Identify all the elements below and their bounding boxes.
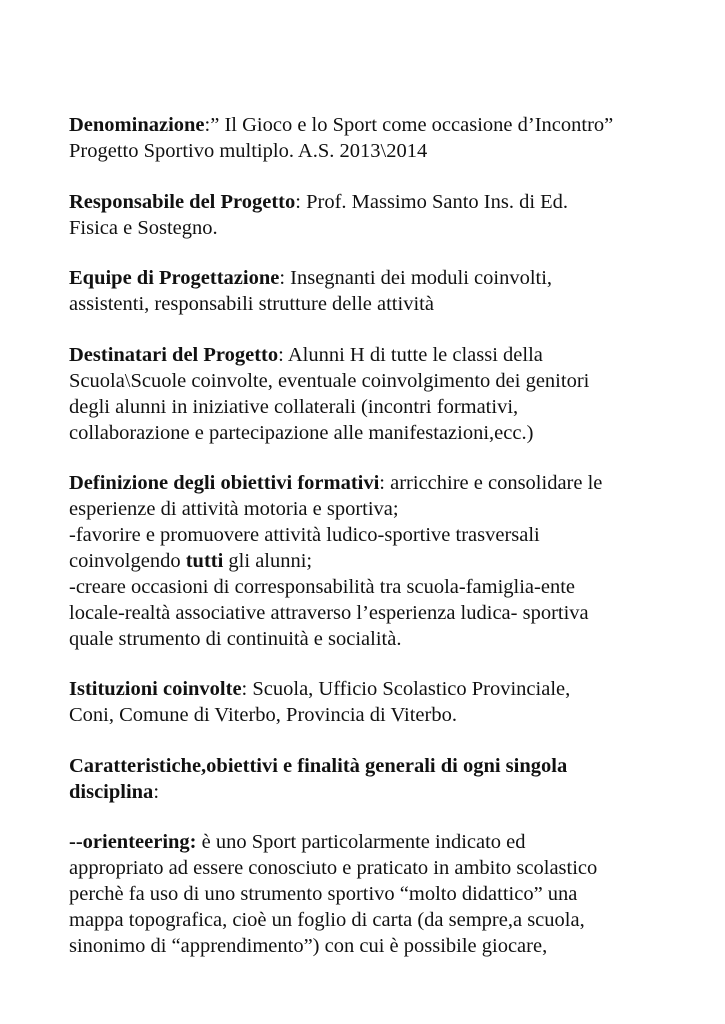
caratteristiche-heading-line-1: Caratteristiche,obiettivi e finalità generali di ogni singola	[69, 755, 568, 777]
denominazione-label: Denominazione	[69, 114, 205, 136]
equipe-label: Equipe di Progettazione	[69, 267, 280, 289]
responsabile-line-2: Fisica e Sostegno.	[69, 217, 218, 239]
equipe-line-2: assistenti, responsabili strutture delle attività	[69, 293, 434, 315]
orienteering-line-4: mappa topografica, cioè un foglio di carta (da sempre,a scuola,	[69, 909, 585, 931]
caratteristiche-heading-line-2	[69, 779, 159, 805]
obiettivi-line-7: quale strumento di continuità e socialità.	[69, 628, 402, 650]
obiettivi-line-5: -creare occasioni di corresponsabilità tra scuola-famiglia-ente	[69, 576, 575, 598]
obiettivi-emphasis: tutti	[185, 550, 224, 572]
destinatari-line-4: collaborazione e partecipazione alle manifestazioni,ecc.)	[69, 422, 534, 444]
orienteering-line-5: sinonimo di “apprendimento”) con cui è possibile giocare,	[69, 935, 548, 957]
equipe-text: : Insegnanti dei moduli coinvolti,	[279, 267, 553, 289]
orienteering-line-3: perchè fa uso di uno strumento sportivo “molto didattico” una	[69, 883, 578, 905]
istituzioni-label: Istituzioni coinvolte	[69, 678, 242, 700]
denominazione-line-2: Progetto Sportivo multiplo. A.S. 2013\2014	[69, 140, 428, 162]
istituzioni-line-1	[69, 676, 570, 702]
obiettivi-line-1	[69, 470, 602, 496]
destinatari-line-3: degli alunni in iniziative collaterali (incontri formativi,	[69, 396, 519, 418]
responsabile-line-1	[69, 189, 568, 215]
orienteering-label: --orienteering:	[69, 831, 197, 853]
destinatari-line-1	[69, 342, 543, 368]
obiettivi-line-4	[69, 548, 312, 574]
denominazione-line-1	[69, 112, 613, 138]
denominazione-text: :” Il Gioco e lo Sport come occasione d’Incontro”	[204, 114, 614, 136]
destinatari-label: Destinatari del Progetto	[69, 344, 279, 366]
orienteering-line-1	[69, 829, 526, 855]
caratteristiche-colon: :	[153, 781, 160, 803]
equipe-line-1	[69, 265, 552, 291]
responsabile-text: : Prof. Massimo Santo Ins. di Ed.	[295, 191, 569, 213]
orienteering-line-2: appropriato ad essere conosciuto e praticato in ambito scolastico	[69, 857, 598, 879]
obiettivi-text: : arricchire e consolidare le	[379, 472, 603, 494]
istituzioni-line-2: Coni, Comune di Viterbo, Provincia di Viterbo.	[69, 704, 457, 726]
responsabile-label: Responsabile del Progetto	[69, 191, 296, 213]
destinatari-line-2: Scuola\Scuole coinvolte, eventuale coinvolgimento dei genitori	[69, 370, 590, 392]
caratteristiche-label: disciplina	[69, 781, 154, 803]
obiettivi-line-4-pre: coinvolgendo	[69, 550, 186, 572]
destinatari-text: : Alunni H di tutte le classi della	[278, 344, 543, 366]
obiettivi-label: Definizione degli obiettivi formativi	[69, 472, 380, 494]
obiettivi-line-4-post: gli alunni;	[223, 550, 313, 572]
obiettivi-line-6: locale-realtà associative attraverso l’esperienza ludica- sportiva	[69, 602, 589, 624]
orienteering-text: è uno Sport particolarmente indicato ed	[196, 831, 526, 853]
obiettivi-line-3: -favorire e promuovere attività ludico-sportive trasversali	[69, 524, 540, 546]
istituzioni-text: : Scuola, Ufficio Scolastico Provinciale,	[241, 678, 571, 700]
obiettivi-line-2: esperienze di attività motoria e sportiva;	[69, 498, 399, 520]
